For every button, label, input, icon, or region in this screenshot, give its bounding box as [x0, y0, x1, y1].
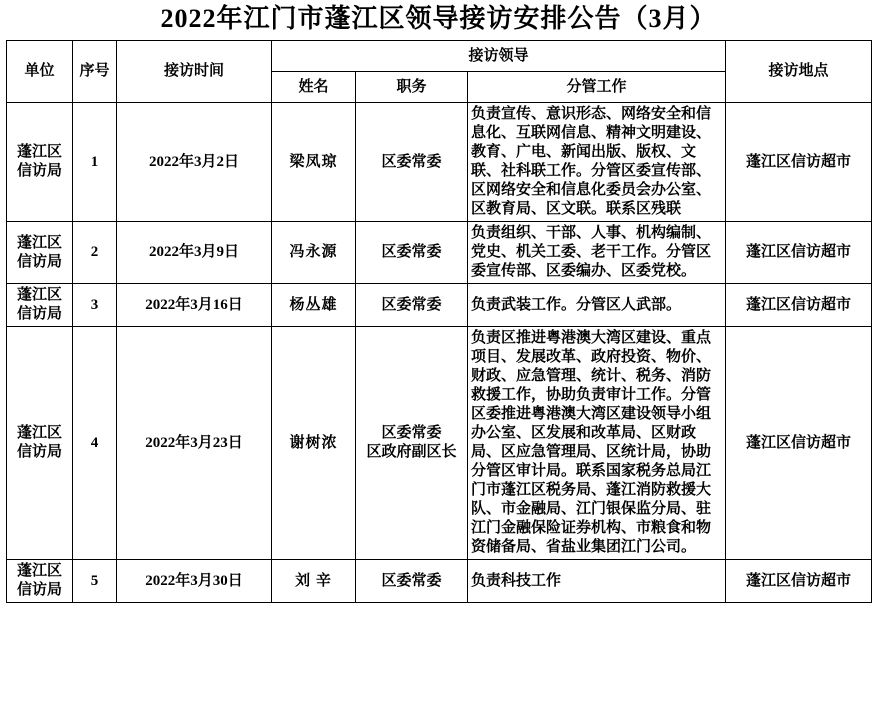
cell-time: 2022年3月2日 [117, 103, 272, 222]
column-header-seq: 序号 [73, 41, 117, 103]
column-header-leader-group: 接访领导 [272, 41, 726, 72]
unit-line-2: 信访局 [16, 582, 62, 598]
cell-name: 谢树浓 [272, 327, 356, 560]
post-line-2: 区政府副区长 [366, 444, 457, 460]
table-row [7, 327, 872, 560]
cell-name: 冯永源 [272, 222, 356, 284]
column-header-unit: 单位 [7, 41, 73, 103]
table-header-row-1 [7, 41, 872, 72]
column-header-place: 接访地点 [726, 41, 872, 103]
cell-place: 蓬江区信访超市 [726, 284, 872, 327]
unit-line-1: 蓬江区 [16, 144, 62, 160]
unit-line-1: 蓬江区 [16, 425, 62, 441]
unit-line-1: 蓬江区 [16, 563, 62, 579]
unit-line-2: 信访局 [16, 253, 62, 270]
table-row [7, 222, 872, 284]
cell-seq: 4 [73, 327, 117, 560]
cell-time: 2022年3月16日 [117, 284, 272, 327]
cell-duty: 负责宣传、意识形态、网络安全和信息化、互联网信息、精神文明建设、教育、广电、新闻出版、版权、文联、社科联工作。分管区委宣传部、区网络安全和信息化委员会办公室、区教育局、区文联。联系区残联 [468, 103, 726, 222]
cell-duty: 负责区推进粤港澳大湾区建设、重点项目、发展改革、政府投资、物价、财政、应急管理、统计、税务、消防救援工作，协助负责审计工作。分管区委推进粤港澳大湾区建设领导小组办公室、区发展和改革局、区财政局、区应急管理局、区统计局，协助分管区审计局。联系国家税务总局江门市蓬江区税务局、蓬江消防救援大队、市金融局、江门银保监分局、驻江门金融保险证券机构、市粮食和物资储备局、省盐业集团江门公司。 [468, 327, 726, 560]
column-header-duty: 分管工作 [468, 72, 726, 103]
cell-place: 蓬江区信访超市 [726, 560, 872, 603]
cell-unit [7, 560, 73, 603]
schedule-table [6, 40, 872, 603]
column-header-time: 接访时间 [117, 41, 272, 103]
unit-line-2: 信访局 [16, 444, 62, 460]
page-title: 2022年江门市蓬江区领导接访安排公告（3月） [160, 4, 717, 33]
post-line-1: 区委常委 [381, 244, 442, 260]
cell-duty: 负责武装工作。分管区人武部。 [468, 284, 726, 327]
post-line-1: 区委常委 [381, 425, 442, 441]
cell-name: 杨丛雄 [272, 284, 356, 327]
cell-name: 刘 辛 [272, 560, 356, 603]
cell-place: 蓬江区信访超市 [726, 222, 872, 284]
cell-post [356, 222, 468, 284]
cell-place: 蓬江区信访超市 [726, 327, 872, 560]
unit-line-1: 蓬江区 [16, 287, 62, 303]
unit-line-2: 信访局 [16, 163, 62, 179]
cell-unit [7, 284, 73, 327]
cell-seq: 5 [73, 560, 117, 603]
cell-post [356, 560, 468, 603]
cell-place: 蓬江区信访超市 [726, 103, 872, 222]
column-header-post: 职务 [356, 72, 468, 103]
table-row [7, 103, 872, 222]
unit-line-1: 蓬江区 [16, 234, 62, 251]
post-line-1: 区委常委 [381, 296, 442, 313]
table-row [7, 284, 872, 327]
cell-unit [7, 222, 73, 284]
table-header [7, 41, 872, 103]
cell-duty: 负责科技工作 [468, 560, 726, 603]
cell-time: 2022年3月30日 [117, 560, 272, 603]
table-row [7, 560, 872, 603]
cell-time: 2022年3月9日 [117, 222, 272, 284]
cell-post [356, 327, 468, 560]
post-line-1: 区委常委 [381, 572, 442, 589]
cell-post [356, 284, 468, 327]
post-line-1: 区委常委 [381, 153, 442, 170]
cell-unit [7, 327, 73, 560]
unit-line-2: 信访局 [16, 306, 62, 322]
cell-seq: 2 [73, 222, 117, 284]
column-header-name: 姓名 [272, 72, 356, 103]
table-body [7, 103, 872, 603]
cell-name: 梁凤琼 [272, 103, 356, 222]
cell-duty: 负责组织、干部、人事、机构编制、党史、机关工委、老干工作。分管区委宣传部、区委编办、区委党校。 [468, 222, 726, 284]
cell-unit [7, 103, 73, 222]
cell-time: 2022年3月23日 [117, 327, 272, 560]
cell-seq: 3 [73, 284, 117, 327]
cell-post [356, 103, 468, 222]
cell-seq: 1 [73, 103, 117, 222]
